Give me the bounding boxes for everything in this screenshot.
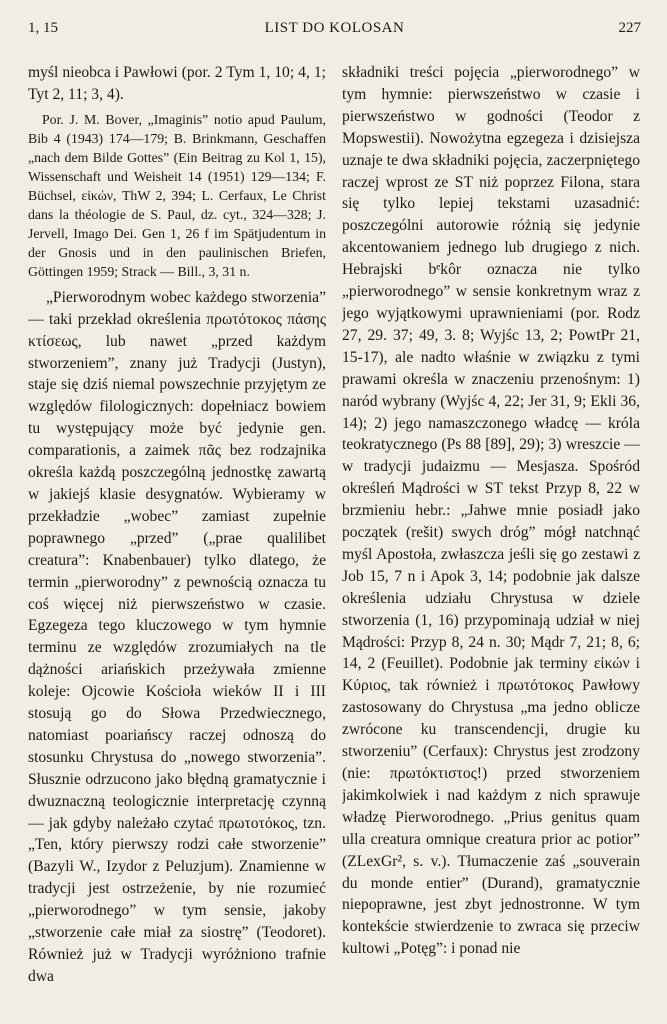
- paragraph: składniki treści pojęcia „pierworodnego” w tym hymnie: pierwszeństwo w czasie i pierwszeństwo w godności (Teodor z Mopswestii). Nowożytna egzegeza i dzisiejsza uznaje te dwa składniki pojęcia, zaczerpniętego raczej wprost ze ST niż poprzez Filona, stara się tylko lepiej tekstami uzasadnić: poszczególni autorowie różnią się jedynie akcentowaniem jednego lub drugiego z nich. Hebrajski bᵉkôr oznacza nie tylko „pierworodnego” w sensie konkretnym wraz z jego wyjątkowymi uprawnieniami (por. Rodz 27, 29. 37; 49, 3. 8; Wyjśc 13, 2; PowtPr 21, 15-17), ale nadto właśnie w związku z tymi prawami określa w znaczeniu przenośnym: 1) naród wybrany (Wyjśc 4, 22; Jer 31, 9; Ekli 36, 14); 2) jego namaszczonego władcę — króla teokratycznego (Ps 88 [89], 29); 3) wreszcie — w tradycji judaizmu — Mesjasza. Spośród określeń Mądrości w ST tekst Przyp 8, 22 w brzmieniu hebr.: „Jahwe mnie posiadł jako początek (rešit) swych dróg” mógł natchnąć myśl Apostoła, zwłaszcza jeśli się go zestawi z Job 15, 7 n i Apok 3, 14; podobnie jak dalsze określenia udziału Chrystusa w dziele stworzenia (1, 16) przypominają udział w niej Mądrości: Przyp 8, 24 n. 30; Mądr 7, 21; 8, 6; 14, 2 (Feuillet). Podobnie jak terminy εἰκών i Κύριος, tak również i πρωτότοκος Pawłowy zastosowany do Chrystusa „ma jedno oblicze zwrócone ku transcendencji, drugie ku stworzeniu” (Cerfaux): Chrystus jest zrodzony (nie: πρωτόκτιστος!) przed stworzeniem jakimkolwiek i nad każdym z nich sprawuje władzę Pierworodnego. „Prius genitus quam ulla creatura omnique creatura prior ac potior” (ZLexGr², s. v.). Tłumaczenie zaś „souverain du monde entier” (Durand), gramatycznie niepoprawne, jest zbyt jednostronne. W tym kontekście stwierdzenie to zwraca się przeciw kultowi „Potęg”: i ponad nie: [342, 64, 640, 958]
- left-column: [28, 62, 326, 1018]
- running-title: LIST DO KOLOSAN: [264, 20, 405, 36]
- paragraph: myśl nieobca i Pawłowi (por. 2 Tym 1, 10; 4, 1; Tyt 2, 11; 3, 4).: [28, 64, 326, 103]
- page-number: 227: [618, 20, 641, 36]
- running-header: [28, 20, 641, 42]
- right-column: [342, 62, 640, 1018]
- paragraph: „Pierworodnym wobec każdego stworzenia” — taki przekład określenia πρωτότοκος πάσης κτίσεως, lub nawet „przed każdym stworzeniem”, znany już Tradycji (Justyn), staje się dziś niemal powszechnie przyjętym ze względów filologicznych: dopełniacz bowiem tu występujący może być jedynie gen. comparationis, a zaimek πᾶς bez rodzajnika określa każdą poszczególną jednostkę zawartą w jakiejś klasie desygnatów. Wybieramy w przekładzie „wobec” zamiast zupełnie poprawnego „przed” („prae qualilibet creatura”: Knabenbauer) tylko dlatego, że termin „pierworodny” z pewnością oznacza tu coś więcej niż pierwszeństwo w czasie. Egzegeza tego kluczowego w tym hymnie terminu ze względów zrozumiałych na tle dążności ariańskich przeżywała zmienne koleje: Ojcowie Kościoła wieków II i III stosują go do Słowa Przedwiecznego, natomiast poariańscy raczej odnoszą do stosunku Chrystusa do „nowego stworzenia”. Słusznie odrzucono jako błędną gramatycznie i dwuznaczną teologicznie interpretację czynną — jak gdyby należało czytać πρωτοτόκος, tzn. „Ten, który pierwszy rodzi całe stworzenie” (Bazyli W., Izydor z Peluzjum). Znamienne w tradycji jest ostrzeżenie, by nie rozumieć „pierworodnego” w tym sensie, jakoby „stworzenie całe miał za siostrę” (Teodoret). Również już w Tradycji wyróżniono trafnie dwa: [28, 288, 326, 985]
- chapter-verse: 1, 15: [28, 20, 58, 36]
- bibliography-note: Por. J. M. Bover, „Imaginis” notio apud Paulum, Bib 4 (1943) 174—179; B. Brinkmann, Geschaffen „nach dem Bilde Gottes” (Ein Beitrag zu Kol 1, 15), Wissenschaft und Weisheit 14 (1951) 129—134; F. Büchsel, εἰκών, ThW 2, 394; L. Cerfaux, Le Christ dans la théologie de S. Paul, dz. cyt., 324—328; J. Jervell, Imago Dei. Gen 1, 26 f im Spätjudentum in der Gnosis und in den paulinischen Briefen, Göttingen 1959; Strack — Bill., 3, 31 n.: [28, 111, 326, 279]
